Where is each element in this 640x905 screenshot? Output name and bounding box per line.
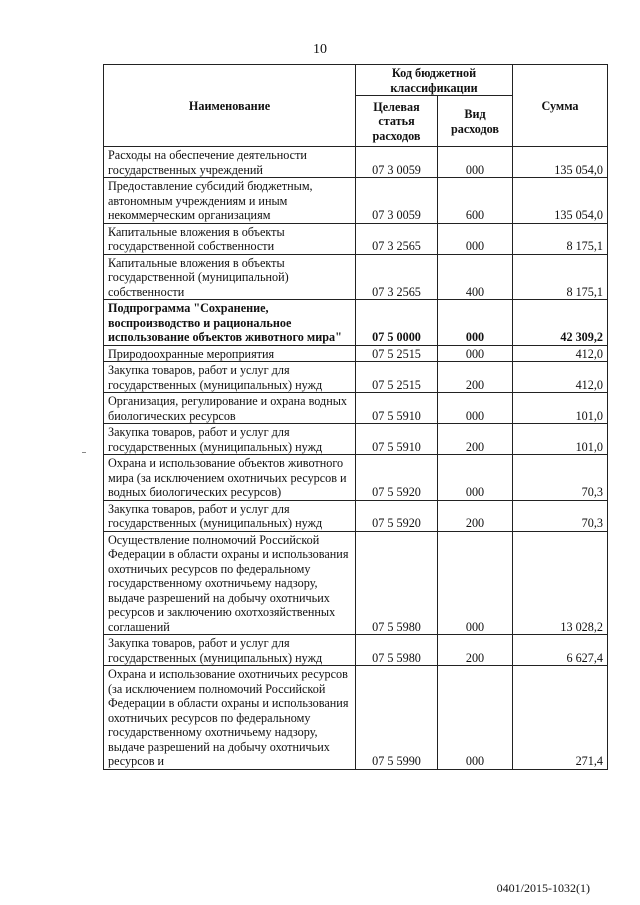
row-target-code: 07 5 2515 [356,345,438,362]
table-body [104,147,608,770]
row-expense-type: 200 [438,635,513,666]
header-target-item: Целевая статья расходов [356,96,438,147]
row-amount: 135 054,0 [513,147,608,178]
table-row [104,178,608,224]
row-target-code: 07 3 2565 [356,254,438,300]
row-name: Предоставление субсидий бюджетным, автономным учреждениям и иным некоммерческим организациям [104,178,356,224]
row-target-code: 07 5 5990 [356,666,438,770]
margin-mark [82,452,86,453]
row-target-code: 07 5 5980 [356,635,438,666]
row-amount: 8 175,1 [513,254,608,300]
document-code: 0401/2015-1032(1) [496,881,590,895]
row-name: Подпрограмма "Сохранение, воспроизводство и рациональное использование объектов животного мира" [104,300,356,346]
row-amount: 101,0 [513,424,608,455]
row-amount: 101,0 [513,393,608,424]
row-name: Закупка товаров, работ и услуг для государственных (муниципальных) нужд [104,424,356,455]
row-amount: 135 054,0 [513,178,608,224]
row-name: Капитальные вложения в объекты государственной собственности [104,223,356,254]
row-expense-type: 200 [438,362,513,393]
row-target-code: 07 5 5920 [356,500,438,531]
header-expense-type: Вид расходов [438,96,513,147]
page-number: 10 [313,42,327,57]
table-row [104,300,608,346]
row-name: Осуществление полномочий Российской Федерации в области охраны и использования охотничьих ресурсов по федеральному государственному охотничьему надзору, выдаче разрешений на добычу охотничьих ресурсов и заключению охотхозяйственных соглашений [104,531,356,635]
row-name: Капитальные вложения в объекты государственной (муниципальной) собственности [104,254,356,300]
row-name: Природоохранные мероприятия [104,345,356,362]
table-row [104,455,608,501]
row-amount: 412,0 [513,345,608,362]
table-row [104,223,608,254]
row-expense-type: 000 [438,147,513,178]
row-expense-type: 000 [438,531,513,635]
row-target-code: 07 3 0059 [356,178,438,224]
row-name: Охрана и использование объектов животного мира (за исключением охотничьих ресурсов и водных биологических ресурсов) [104,455,356,501]
table-row [104,424,608,455]
row-amount: 70,3 [513,455,608,501]
table-row [104,393,608,424]
table-row [104,635,608,666]
table-row [104,345,608,362]
row-name: Закупка товаров, работ и услуг для государственных (муниципальных) нужд [104,635,356,666]
row-target-code: 07 3 0059 [356,147,438,178]
row-name: Охрана и использование охотничьих ресурсов (за исключением полномочий Российской Федерации в области охраны и использования охотничьих ресурсов по федеральному государственному охотничьему надзору, выдаче разрешений на добычу охотничьих ресурсов и [104,666,356,770]
header-budget-code: Код бюджетной классификации [356,65,513,96]
row-name: Закупка товаров, работ и услуг для государственных (муниципальных) нужд [104,362,356,393]
row-expense-type: 000 [438,666,513,770]
row-expense-type: 600 [438,178,513,224]
table-header [104,65,608,147]
row-expense-type: 000 [438,345,513,362]
table-row [104,254,608,300]
table-row [104,147,608,178]
header-amount: Сумма [513,65,608,147]
row-target-code: 07 3 2565 [356,223,438,254]
table-row [104,362,608,393]
row-target-code: 07 5 5910 [356,393,438,424]
row-amount: 271,4 [513,666,608,770]
row-amount: 6 627,4 [513,635,608,666]
table-row [104,531,608,635]
row-target-code: 07 5 5920 [356,455,438,501]
row-amount: 70,3 [513,500,608,531]
header-name: Наименование [104,65,356,147]
row-target-code: 07 5 5980 [356,531,438,635]
row-target-code: 07 5 2515 [356,362,438,393]
row-expense-type: 000 [438,455,513,501]
table-row [104,666,608,770]
row-amount: 13 028,2 [513,531,608,635]
row-expense-type: 200 [438,500,513,531]
row-name: Организация, регулирование и охрана водных биологических ресурсов [104,393,356,424]
row-expense-type: 000 [438,300,513,346]
row-target-code: 07 5 5910 [356,424,438,455]
row-expense-type: 400 [438,254,513,300]
row-expense-type: 000 [438,393,513,424]
row-target-code: 07 5 0000 [356,300,438,346]
budget-table [103,64,608,770]
row-amount: 412,0 [513,362,608,393]
row-name: Расходы на обеспечение деятельности государственных учреждений [104,147,356,178]
row-expense-type: 200 [438,424,513,455]
row-amount: 42 309,2 [513,300,608,346]
row-amount: 8 175,1 [513,223,608,254]
row-expense-type: 000 [438,223,513,254]
row-name: Закупка товаров, работ и услуг для государственных (муниципальных) нужд [104,500,356,531]
table-row [104,500,608,531]
